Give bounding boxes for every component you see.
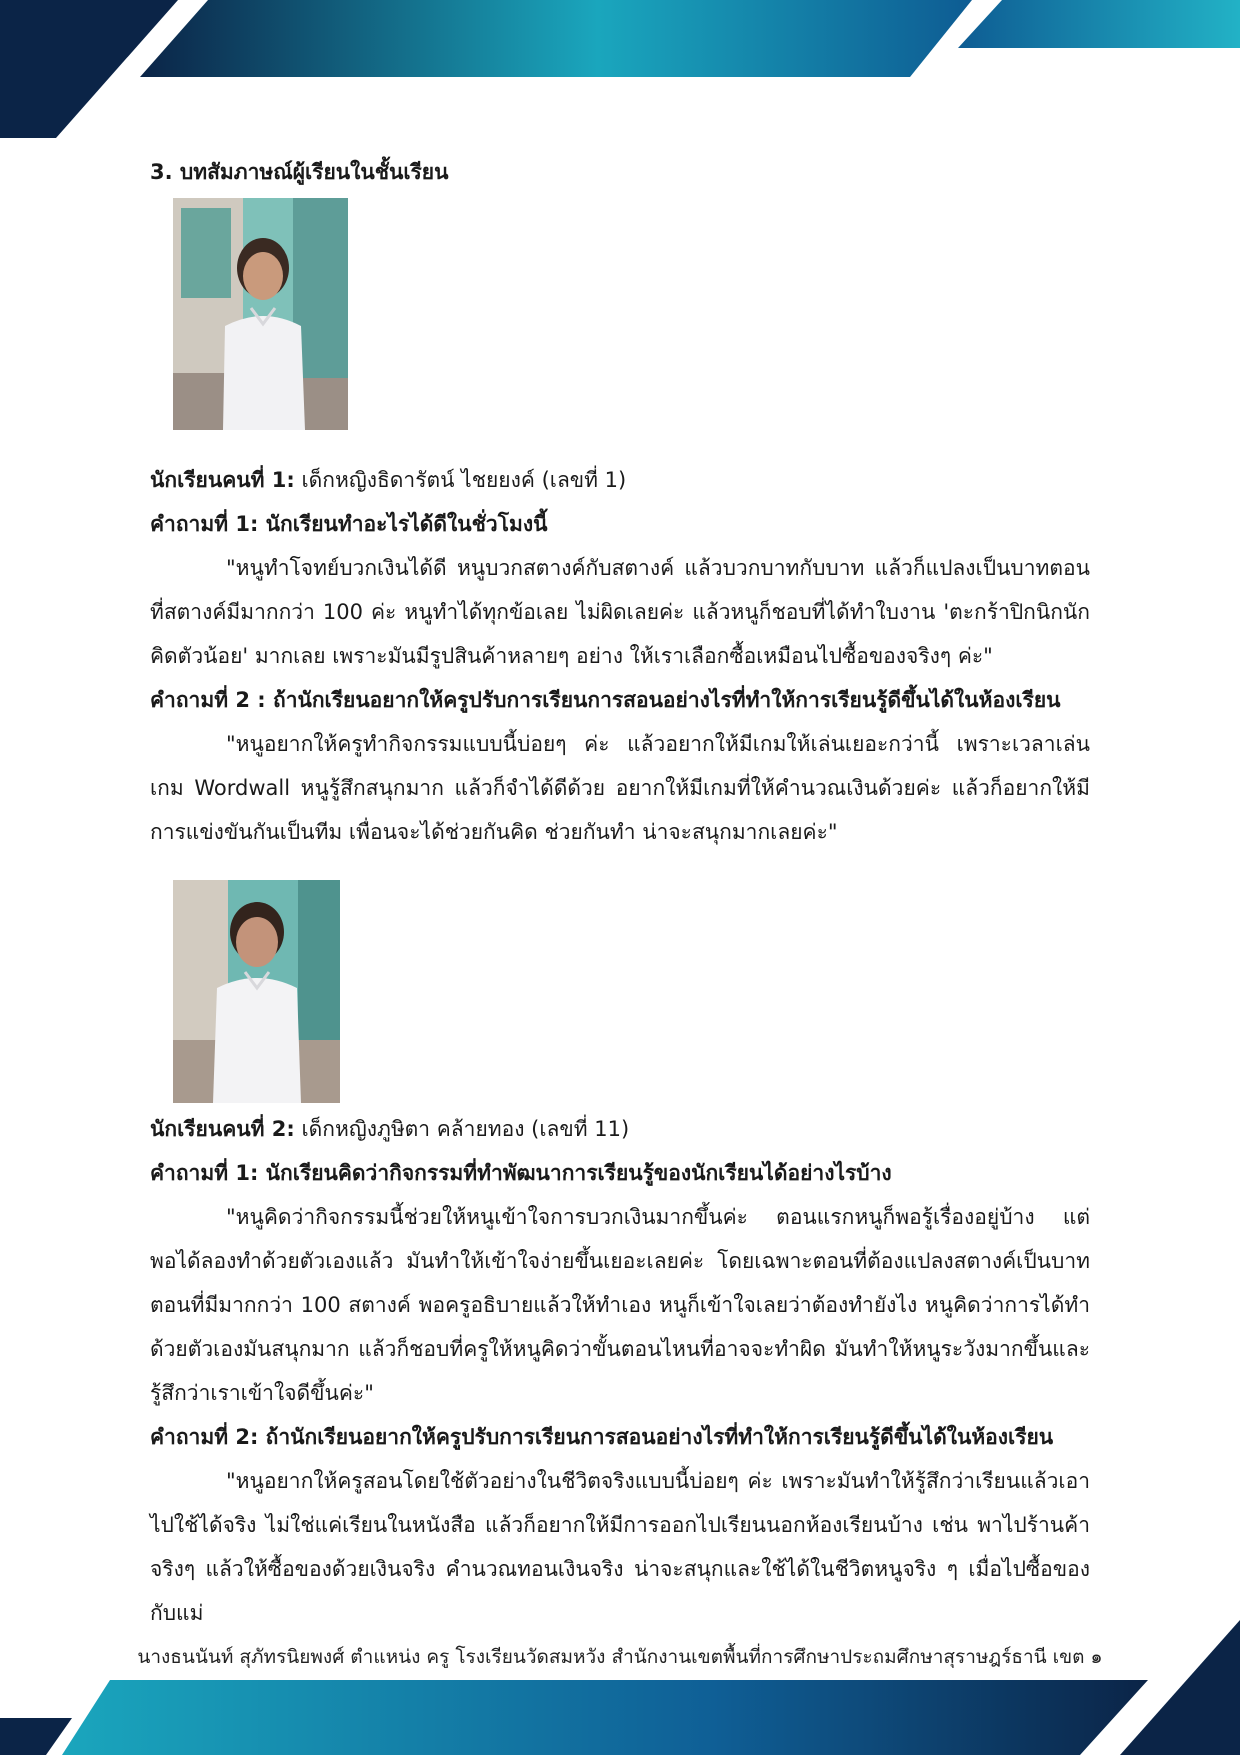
student-1-answer-1: "หนูทำโจทย์บวกเงินได้ดี หนูบวกสตางค์กับสตางค์ แล้วบวกบาทกับบาท แล้วก็แปลงเป็นบาทตอนที่สตางค์มีมากกว่า 100 ค่ะ หนูทำได้ทุกข้อเลย ไม่ผิดเลยค่ะ แล้วหนูก็ชอบที่ได้ทำใบงาน 'ตะกร้าปิกนิกนักคิดตัวน้อย' มากเลย เพราะมันมีรูปสินค้าหลายๆ อย่าง ให้เราเลือกซื้อเหมือนไปซื้อของจริงๆ ค่ะ" xyxy=(150,556,1090,668)
section-title: 3. บทสัมภาษณ์ผู้เรียนในชั้นเรียน xyxy=(150,160,449,184)
student-1-label: นักเรียนคนที่ 1: xyxy=(150,468,295,492)
bottom-left-dark xyxy=(0,1718,72,1755)
student-1-line xyxy=(150,458,1090,502)
student-1-question-2: คำถามที่ 2 : ถ้านักเรียนอยากให้ครูปรับการเรียนการสอนอย่างไรที่ทำให้การเรียนรู้ดีขึ้นได้ในห้องเรียน xyxy=(150,688,1061,712)
student-2-label: นักเรียนคนที่ 2: xyxy=(150,1117,295,1141)
document-body xyxy=(150,150,1090,1635)
student-2-name: เด็กหญิงภูษิตา คล้ายทอง (เลขที่ 11) xyxy=(301,1117,630,1141)
bottom-banner xyxy=(62,1680,1148,1755)
student-2-question-1: คำถามที่ 1: นักเรียนคิดว่ากิจกรรมที่ทำพัฒนาการเรียนรู้ของนักเรียนได้อย่างไรบ้าง xyxy=(150,1161,892,1185)
student-2-question-2: คำถามที่ 2: ถ้านักเรียนอยากให้ครูปรับการเรียนการสอนอย่างไรที่ทำให้การเรียนรู้ดีขึ้นได้ในห้องเรียน xyxy=(150,1425,1054,1449)
student-1-photo xyxy=(173,198,348,430)
student-2-answer-2: "หนูอยากให้ครูสอนโดยใช้ตัวอย่างในชีวิตจริงแบบนี้บ่อยๆ ค่ะ เพราะมันทำให้รู้สึกว่าเรียนแล้วเอาไปใช้ได้จริง ไม่ใช่แค่เรียนในหนังสือ แล้วก็อยากให้มีการออกไปเรียนนอกห้องเรียนบ้าง เช่น พาไปร้านค้าจริงๆ แล้วให้ซื้อของด้วยเงินจริง คำนวณทอนเงินจริง น่าจะสนุกและใช้ได้ในชีวิตหนูจริง ๆ เมื่อไปซื้อของกับแม่ xyxy=(150,1469,1090,1625)
student-1-question-1: คำถามที่ 1: นักเรียนทำอะไรได้ดีในชั่วโมงนี้ xyxy=(150,512,548,536)
page-footer: นางธนนันท์ สุภัทรนิยพงศ์ ตำแหน่ง ครู โรงเรียนวัดสมหวัง สำนักงานเขตพื้นที่การศึกษาประถมศึกษาสุราษฎร์ธานี เขต ๑ xyxy=(137,1646,1103,1668)
top-right-banner xyxy=(958,0,1240,48)
student-1-name: เด็กหญิงธิดารัตน์ ไชยยงค์ (เลขที่ 1) xyxy=(301,468,627,492)
student-2-line xyxy=(150,1107,1090,1151)
student-2-answer-1: "หนูคิดว่ากิจกรรมนี้ช่วยให้หนูเข้าใจการบวกเงินมากขึ้นค่ะ ตอนแรกหนูก็พอรู้เรื่องอยู่บ้าง แต่พอได้ลองทำด้วยตัวเองแล้ว มันทำให้เข้าใจง่ายขึ้นเยอะเลยค่ะ โดยเฉพาะตอนที่ต้องแปลงสตางค์เป็นบาทตอนที่มีมากกว่า 100 สตางค์ พอครูอธิบายแล้วให้ทำเอง หนูก็เข้าใจเลยว่าต้องทำยังไง หนูคิดว่าการได้ทำด้วยตัวเองมันสนุกมาก แล้วก็ชอบที่ครูให้หนูคิดว่าขั้นตอนไหนที่อาจจะทำผิด มันทำให้หนูระวังมากขึ้นและรู้สึกว่าเราเข้าใจดีขึ้นค่ะ" xyxy=(150,1205,1090,1405)
top-banner xyxy=(140,0,972,77)
student-1-answer-2: "หนูอยากให้ครูทำกิจกรรมแบบนี้บ่อยๆ ค่ะ แล้วอยากให้มีเกมให้เล่นเยอะกว่านี้ เพราะเวลาเล่นเกม Wordwall หนูรู้สึกสนุกมาก แล้วก็จำได้ดีด้วย อยากให้มีเกมที่ให้คำนวณเงินด้วยค่ะ แล้วก็อยากให้มีการแข่งขันกันเป็นทีม เพื่อนจะได้ช่วยกันคิด ช่วยกันทำ น่าจะสนุกมากเลยค่ะ" xyxy=(150,732,1090,844)
student-2-photo xyxy=(173,880,340,1103)
